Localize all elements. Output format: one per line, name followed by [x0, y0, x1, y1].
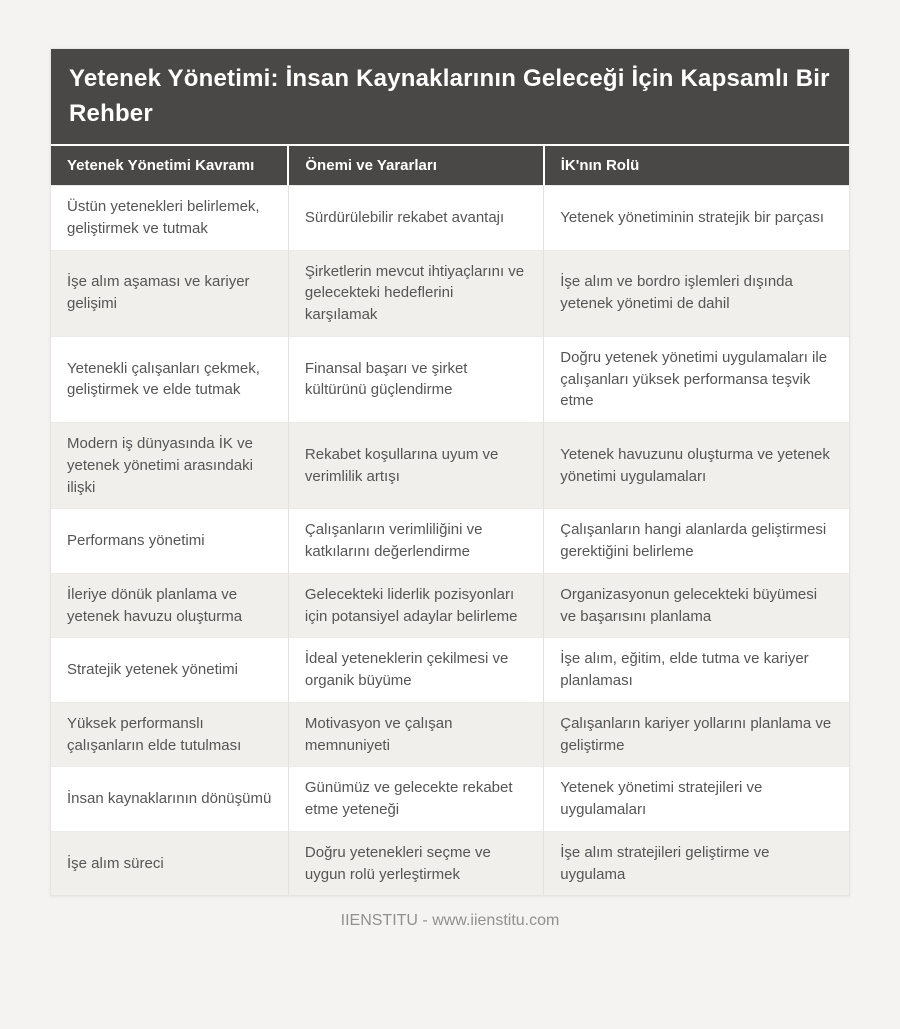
table-header-row: [51, 145, 849, 186]
table-row: [51, 509, 849, 574]
column-header-concept: Yetenek Yönetimi Kavramı: [51, 145, 288, 186]
table-cell-importance: Şirketlerin mevcut ihtiyaçlarını ve gelecekteki hedeflerini karşılamak: [288, 250, 543, 336]
table-cell-hr-role: İşe alım, eğitim, elde tutma ve kariyer planlaması: [544, 638, 849, 703]
table-cell-concept: Yetenekli çalışanları çekmek, geliştirmek ve elde tutmak: [51, 336, 288, 422]
table-row: [51, 702, 849, 767]
column-header-hr-role: İK'nın Rolü: [544, 145, 849, 186]
table-cell-hr-role: Organizasyonun gelecekteki büyümesi ve başarısını planlama: [544, 573, 849, 638]
table-cell-hr-role: Yetenek yönetimi stratejileri ve uygulamaları: [544, 767, 849, 832]
table-cell-importance: Sürdürülebilir rekabet avantajı: [288, 186, 543, 251]
table-row: [51, 638, 849, 703]
table-cell-importance: İdeal yeteneklerin çekilmesi ve organik büyüme: [288, 638, 543, 703]
table-cell-importance: Günümüz ve gelecekte rekabet etme yeteneği: [288, 767, 543, 832]
table-cell-importance: Doğru yetenekleri seçme ve uygun rolü yerleştirmek: [288, 831, 543, 895]
table-cell-concept: Üstün yetenekleri belirlemek, geliştirmek ve tutmak: [51, 186, 288, 251]
table-cell-concept: Stratejik yetenek yönetimi: [51, 638, 288, 703]
table-card: [50, 48, 850, 896]
table-row: [51, 831, 849, 895]
table-cell-hr-role: Yetenek yönetiminin stratejik bir parçası: [544, 186, 849, 251]
footer-credit: IIENSTITU - www.iienstitu.com: [340, 912, 560, 930]
table-cell-hr-role: Çalışanların hangi alanlarda geliştirmesi gerektiğini belirleme: [544, 509, 849, 574]
table-cell-importance: Gelecekteki liderlik pozisyonları için potansiyel adaylar belirleme: [288, 573, 543, 638]
column-header-importance: Önemi ve Yararları: [288, 145, 543, 186]
page-title: Yetenek Yönetimi: İnsan Kaynaklarının Geleceği İçin Kapsamlı Bir Rehber: [51, 49, 849, 144]
table-row: [51, 573, 849, 638]
table-row: [51, 186, 849, 251]
table-cell-hr-role: Doğru yetenek yönetimi uygulamaları ile çalışanları yüksek performansa teşvik etme: [544, 336, 849, 422]
table-cell-importance: Çalışanların verimliliğini ve katkılarını değerlendirme: [288, 509, 543, 574]
table-cell-hr-role: Çalışanların kariyer yollarını planlama ve geliştirme: [544, 702, 849, 767]
table-cell-concept: İşe alım aşaması ve kariyer gelişimi: [51, 250, 288, 336]
table-cell-importance: Rekabet koşullarına uyum ve verimlilik artışı: [288, 423, 543, 509]
table-cell-concept: Modern iş dünyasında İK ve yetenek yönetimi arasındaki ilişki: [51, 423, 288, 509]
table-row: [51, 250, 849, 336]
talent-management-table: [51, 144, 849, 895]
table-row: [51, 767, 849, 832]
table-cell-importance: Motivasyon ve çalışan memnuniyeti: [288, 702, 543, 767]
table-cell-concept: Performans yönetimi: [51, 509, 288, 574]
table-cell-importance: Finansal başarı ve şirket kültürünü güçlendirme: [288, 336, 543, 422]
table-cell-hr-role: Yetenek havuzunu oluşturma ve yetenek yönetimi uygulamaları: [544, 423, 849, 509]
table-row: [51, 423, 849, 509]
table-cell-concept: İleriye dönük planlama ve yetenek havuzu oluşturma: [51, 573, 288, 638]
table-cell-hr-role: İşe alım stratejileri geliştirme ve uygulama: [544, 831, 849, 895]
table-cell-concept: İşe alım süreci: [51, 831, 288, 895]
table-row: [51, 336, 849, 422]
table-cell-hr-role: İşe alım ve bordro işlemleri dışında yetenek yönetimi de dahil: [544, 250, 849, 336]
table-cell-concept: İnsan kaynaklarının dönüşümü: [51, 767, 288, 832]
table-cell-concept: Yüksek performanslı çalışanların elde tutulması: [51, 702, 288, 767]
